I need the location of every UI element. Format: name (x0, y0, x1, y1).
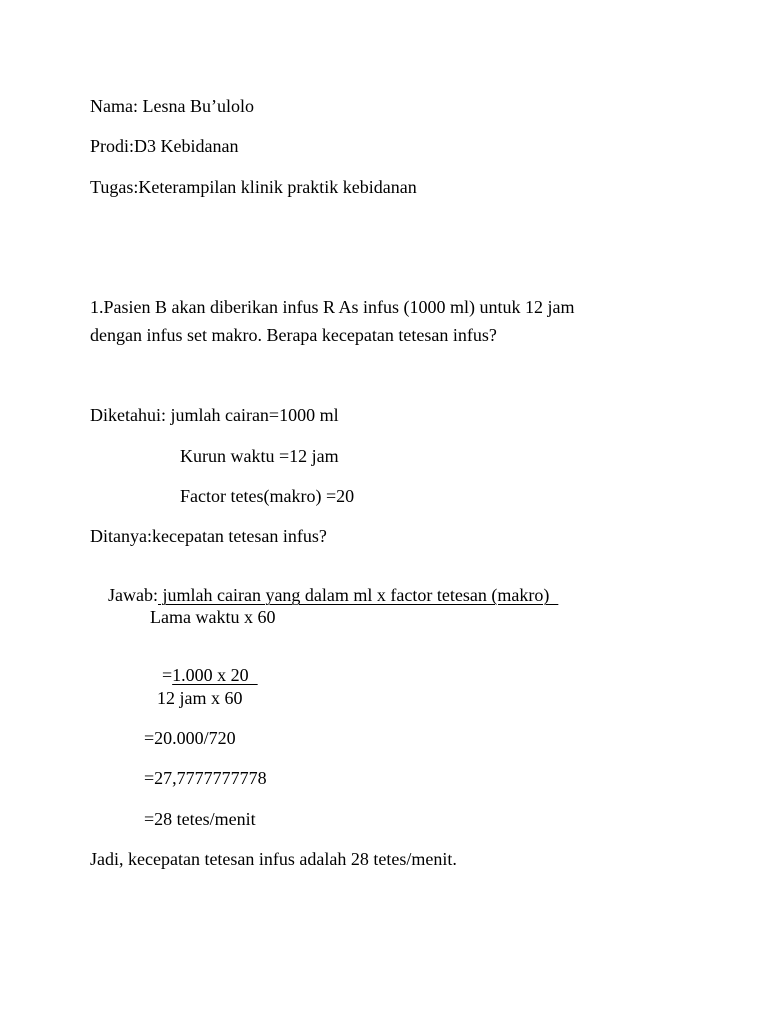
student-name: Nama: Lesna Bu’ulolo (90, 96, 254, 116)
question-line-1: 1.Pasien B akan diberikan infus R As infus (1000 ml) untuk 12 jam (90, 297, 575, 317)
conclusion: Jadi, kecepatan tetesan infus adalah 28 tetes/menit. (90, 849, 457, 869)
study-program: Prodi:D3 Kebidanan (90, 136, 239, 156)
step1-equals: = (162, 665, 173, 685)
formula-denominator: Lama waktu x 60 (150, 607, 276, 627)
assignment-title: Tugas:Keterampilan klinik praktik kebidanan (90, 177, 417, 197)
answer-label: Jawab: (108, 585, 158, 605)
step2-result: =20.000/720 (144, 728, 236, 748)
step4-result: =28 tetes/menit (144, 809, 256, 829)
formula-numerator: jumlah cairan yang dalam ml x factor tetesan (makro) (157, 585, 559, 605)
step1-denominator: 12 jam x 60 (157, 688, 243, 708)
known-total-fluid: Diketahui: jumlah cairan=1000 ml (90, 405, 339, 425)
step3-result: =27,7777777778 (144, 768, 267, 788)
known-drop-factor: Factor tetes(makro) =20 (180, 486, 355, 506)
question-line-2: dengan infus set makro. Berapa kecepatan tetesan infus? (90, 325, 497, 345)
step1-numerator: 1.000 x 20 (172, 665, 258, 685)
asked-question: Ditanya:kecepatan tetesan infus? (90, 526, 327, 546)
known-time-period: Kurun waktu =12 jam (180, 446, 339, 466)
